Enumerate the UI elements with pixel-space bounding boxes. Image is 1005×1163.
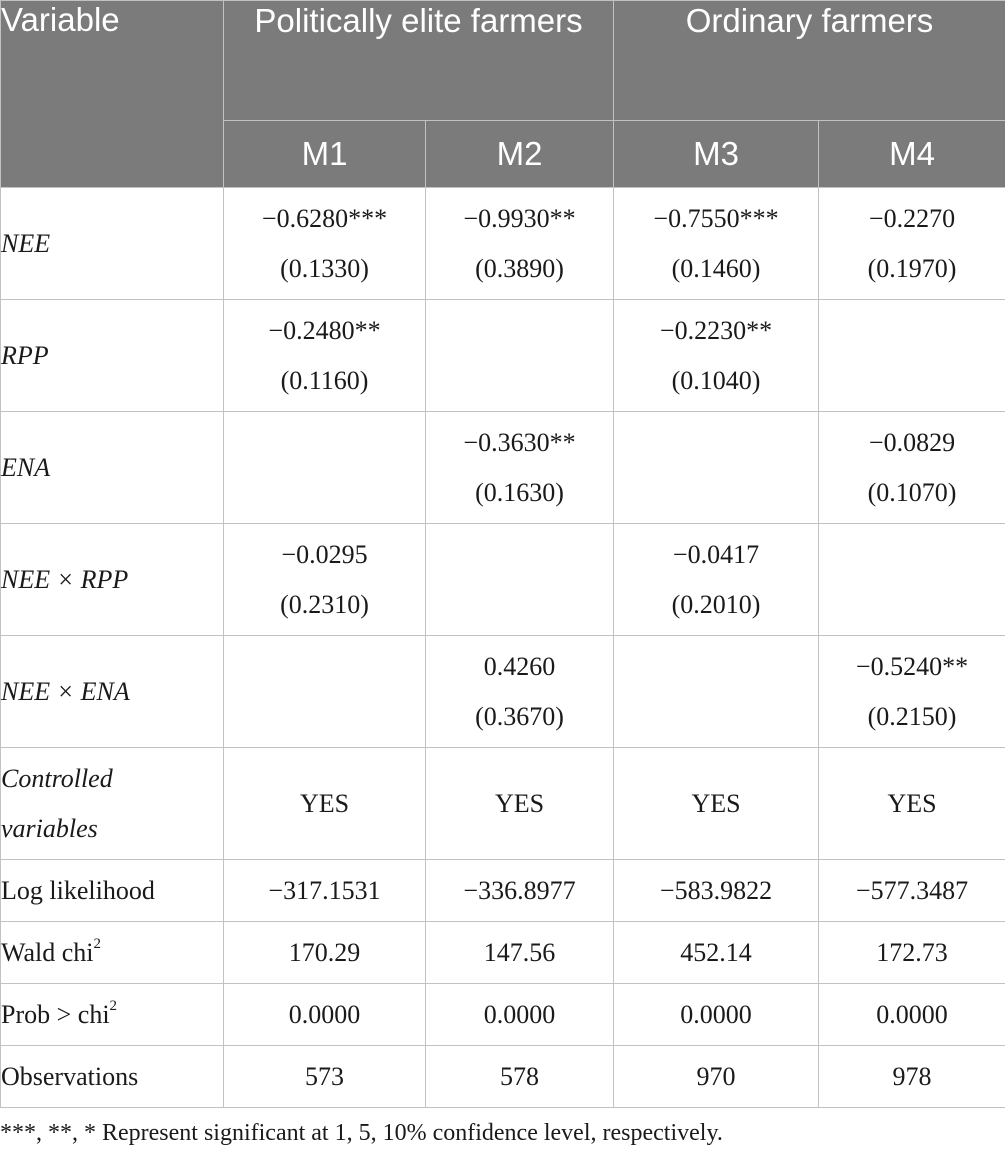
- se-value: (0.2310): [280, 589, 369, 619]
- table-cell: −336.8977: [426, 860, 614, 922]
- table-row: [1, 1046, 1005, 1108]
- se-value: (0.1040): [671, 365, 761, 395]
- table-footnote: ***, **, * Represent significant at 1, 5, 10% confidence level, respectively.: [0, 1120, 723, 1146]
- header-model-m4: M4: [819, 121, 1005, 188]
- table-cell: [819, 524, 1005, 636]
- table-cell: 170.29: [224, 922, 426, 984]
- table-cell: [426, 412, 614, 524]
- table-cell: 0.0000: [426, 984, 614, 1046]
- table-cell: [614, 412, 819, 524]
- se-value: (0.1160): [280, 365, 369, 395]
- se-value: (0.1330): [280, 253, 369, 283]
- se-value: (0.2150): [867, 701, 957, 731]
- table-cell: [819, 412, 1005, 524]
- table-cell: [614, 300, 819, 412]
- coef-value: −0.9930**: [463, 203, 576, 233]
- table-cell: [224, 300, 426, 412]
- header-group-ordinary: Ordinary farmers: [614, 1, 1005, 121]
- header-group-politically-elite: Politically elite farmers: [224, 1, 614, 121]
- header-model-m2: M2: [426, 121, 614, 188]
- table-cell: [614, 188, 819, 300]
- coef-value: −0.0295: [281, 539, 368, 569]
- row-label: ENA: [1, 412, 224, 524]
- header-model-m1: M1: [224, 121, 426, 188]
- table-cell: [819, 188, 1005, 300]
- table-cell: −317.1531: [224, 860, 426, 922]
- table-cell: [614, 636, 819, 748]
- row-label: NEE: [1, 188, 224, 300]
- table-cell: [426, 636, 614, 748]
- table-cell: 172.73: [819, 922, 1005, 984]
- table-cell: YES: [224, 748, 426, 860]
- coef-value: −0.0417: [672, 539, 760, 569]
- table-cell: 578: [426, 1046, 614, 1108]
- row-label: Wald chi: [1, 937, 94, 967]
- table-row: [1, 984, 1005, 1046]
- table-row: [1, 188, 1005, 300]
- se-value: (0.3670): [475, 701, 564, 731]
- table-cell: [426, 524, 614, 636]
- table-row: [1, 636, 1005, 748]
- table-row: [1, 300, 1005, 412]
- header-variable: Variable: [1, 1, 224, 188]
- table-cell: [819, 300, 1005, 412]
- table-cell: [224, 412, 426, 524]
- coef-value: −0.0829: [868, 427, 956, 457]
- coef-value: −0.2230**: [659, 315, 773, 345]
- row-label: Observations: [1, 1046, 224, 1108]
- table-cell: [819, 636, 1005, 748]
- table-row: [1, 524, 1005, 636]
- superscript: 2: [109, 997, 118, 1014]
- table-cell: 0.0000: [224, 984, 426, 1046]
- coef-value: 0.4260: [483, 651, 556, 681]
- row-label: NEE × ENA: [1, 636, 224, 748]
- table-cell: [426, 188, 614, 300]
- table-cell: 452.14: [614, 922, 819, 984]
- table-cell: 970: [614, 1046, 819, 1108]
- table-row: [1, 860, 1005, 922]
- table-cell: 0.0000: [819, 984, 1005, 1046]
- coef-value: −0.7550***: [653, 203, 779, 233]
- row-label-cell: [1, 922, 224, 984]
- coef-value: −0.6280***: [261, 203, 388, 233]
- row-label-cell: [1, 984, 224, 1046]
- row-label: Controlled variables: [1, 748, 224, 860]
- table-cell: −577.3487: [819, 860, 1005, 922]
- table-row: [1, 748, 1005, 860]
- coef-value: −0.3630**: [463, 427, 576, 457]
- row-label: Log likelihood: [1, 860, 224, 922]
- se-value: (0.1970): [867, 253, 957, 283]
- table-cell: 573: [224, 1046, 426, 1108]
- table-cell: 147.56: [426, 922, 614, 984]
- table-cell: YES: [819, 748, 1005, 860]
- table-row: [1, 922, 1005, 984]
- coef-value: −0.2480**: [268, 315, 381, 345]
- se-value: (0.1070): [867, 477, 957, 507]
- superscript: 2: [93, 935, 101, 952]
- table-cell: [224, 636, 426, 748]
- coef-value: −0.2270: [868, 203, 956, 233]
- table-cell: 978: [819, 1046, 1005, 1108]
- table-cell: [224, 188, 426, 300]
- table-cell: [426, 300, 614, 412]
- row-label: Prob > chi: [1, 999, 110, 1029]
- table-cell: [224, 524, 426, 636]
- table-cell: [614, 524, 819, 636]
- row-label: NEE × RPP: [1, 524, 224, 636]
- table-cell: 0.0000: [614, 984, 819, 1046]
- se-value: (0.3890): [475, 253, 564, 283]
- table-row: [1, 412, 1005, 524]
- table-cell: YES: [426, 748, 614, 860]
- row-label: RPP: [1, 300, 224, 412]
- se-value: (0.2010): [671, 589, 761, 619]
- table-cell: YES: [614, 748, 819, 860]
- header-model-m3: M3: [614, 121, 819, 188]
- se-value: (0.1630): [475, 477, 564, 507]
- table-cell: −583.9822: [614, 860, 819, 922]
- coef-value: −0.5240**: [855, 651, 969, 681]
- se-value: (0.1460): [671, 253, 761, 283]
